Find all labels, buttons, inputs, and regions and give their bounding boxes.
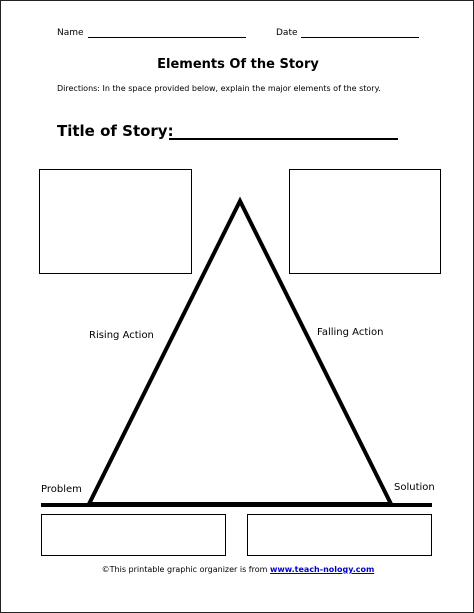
footer	[1, 564, 474, 576]
name-label: Name	[57, 28, 84, 38]
footer-link[interactable]: www.teach-nology.com	[269, 565, 375, 574]
plot-diagram	[1, 1, 474, 613]
story-title-label: Title of Story:	[57, 122, 174, 140]
date-label: Date	[276, 28, 298, 38]
footer-text: ©This printable graphic organizer is from	[101, 565, 270, 574]
rising-action-label: Rising Action	[89, 330, 154, 341]
page-title: Elements Of the Story	[157, 57, 319, 72]
solution-label: Solution	[394, 482, 435, 493]
problem-label: Problem	[41, 484, 82, 495]
falling-action-label: Falling Action	[317, 327, 384, 338]
directions-text: Directions: In the space provided below, explain the major elements of the story.	[57, 84, 381, 93]
story-triangle	[89, 201, 391, 504]
